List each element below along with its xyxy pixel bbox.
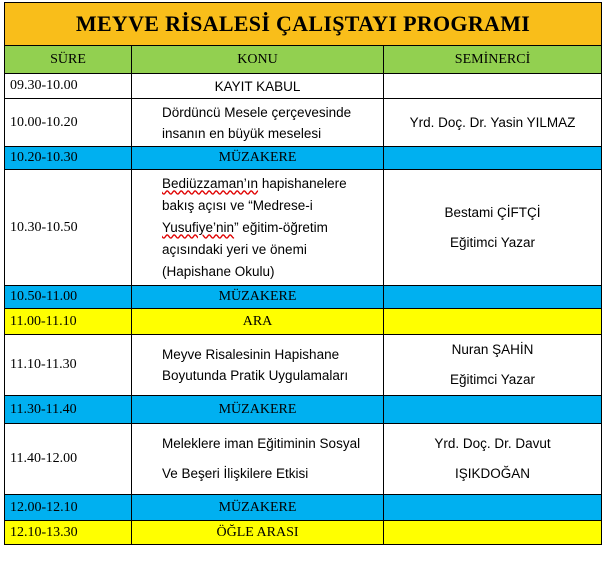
speaker-cell xyxy=(384,335,602,396)
time-cell: 10.20-10.30 xyxy=(5,147,132,170)
table-row xyxy=(5,521,602,545)
header-konu: KONU xyxy=(132,46,384,74)
table-row xyxy=(5,335,602,396)
time-cell: 11.30-11.40 xyxy=(5,396,132,424)
speaker-cell xyxy=(384,286,602,309)
topic-cell: MÜZAKERE xyxy=(132,147,384,170)
speaker-cell xyxy=(384,147,602,170)
speaker-title: Eğitimci Yazar xyxy=(449,372,536,387)
speaker-surname: IŞIKDOĞAN xyxy=(455,466,531,481)
time-cell: 10.50-11.00 xyxy=(5,286,132,309)
time-cell: 09.30-10.00 xyxy=(5,74,132,99)
topic-cell: Meyve Risalesinin Hapishane Boyutunda Pratik Uygulamaları xyxy=(132,335,384,396)
time-cell: 10.00-10.20 xyxy=(5,99,132,147)
speaker-name: Yrd. Doç. Dr. Davut xyxy=(434,436,551,451)
topic-cell: Dördüncü Mesele çerçevesinde insanın en büyük meselesi xyxy=(132,99,384,147)
topic-part: hapishanelere bakış açısı ve “Medrese-i xyxy=(162,175,347,213)
table-row xyxy=(5,309,602,335)
topic-cell: KAYIT KABUL xyxy=(132,74,384,99)
topic-cell: ARA xyxy=(132,309,384,335)
topic-cell: ÖĞLE ARASI xyxy=(132,521,384,545)
time-cell: 11.00-11.10 xyxy=(5,309,132,335)
speaker-name: Nuran ŞAHİN xyxy=(451,342,534,357)
table-row xyxy=(5,99,602,147)
time-cell: 11.10-11.30 xyxy=(5,335,132,396)
speaker-cell xyxy=(384,495,602,521)
table-row xyxy=(5,396,602,424)
time-cell: 11.40-12.00 xyxy=(5,424,132,495)
time-cell: 10.30-10.50 xyxy=(5,170,132,286)
table-row xyxy=(5,147,602,170)
table-row xyxy=(5,170,602,286)
header-sure: SÜRE xyxy=(5,46,132,74)
time-cell: 12.00-12.10 xyxy=(5,495,132,521)
header-row xyxy=(5,46,602,74)
program-table xyxy=(4,2,602,545)
speaker-cell xyxy=(384,396,602,424)
topic-cell xyxy=(132,170,384,286)
speaker-cell xyxy=(384,170,602,286)
program-title: MEYVE RİSALESİ ÇALIŞTAYI PROGRAMI xyxy=(5,3,602,46)
speaker-cell: Yrd. Doç. Dr. Yasin YILMAZ xyxy=(384,99,602,147)
topic-cell: MÜZAKERE xyxy=(132,396,384,424)
table-row xyxy=(5,74,602,99)
topic-cell: Meleklere iman Eğitiminin Sosyal Ve Beşeri İlişkilere Etkisi xyxy=(132,424,384,495)
table-row xyxy=(5,286,602,309)
topic-part: Yusufiye’nin xyxy=(162,219,235,235)
topic-part: Bediüzzaman’ın xyxy=(162,175,259,191)
speaker-cell xyxy=(384,424,602,495)
topic-cell: MÜZAKERE xyxy=(132,495,384,521)
speaker-cell xyxy=(384,309,602,335)
program-table-frame xyxy=(4,2,601,545)
table-row xyxy=(5,495,602,521)
speaker-name: Bestami ÇİFTÇİ xyxy=(444,204,541,220)
speaker-title: Eğitimci Yazar xyxy=(449,234,536,250)
header-seminerci: SEMİNERCİ xyxy=(384,46,602,74)
topic-cell: MÜZAKERE xyxy=(132,286,384,309)
speaker-cell xyxy=(384,521,602,545)
topic-part: ” eğitim-öğretim açısındaki yeri ve önemi (Hapishane Okulu) xyxy=(162,219,328,279)
speaker-cell xyxy=(384,74,602,99)
time-cell: 12.10-13.30 xyxy=(5,521,132,545)
table-row xyxy=(5,424,602,495)
